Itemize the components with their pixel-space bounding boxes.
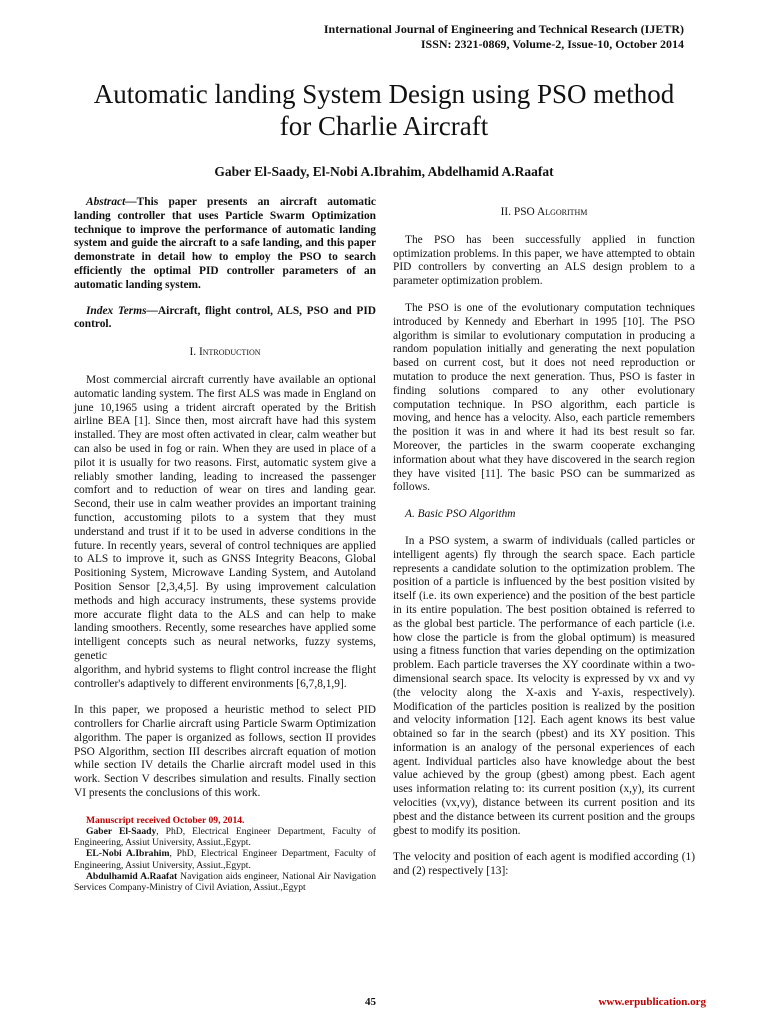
intro-paragraph-2: In this paper, we proposed a heuristic method to select PID controllers for Charlie aircraft using Particle Swarm Optimization algorithm. The paper is organized as follows, section II provides PSO Algorithm, section III describes aircraft equation of motion while section IV details the Charlie aircraft model used in this work. Section V describes simulation and results. Finally section VI presents the conclusions of this work.: [74, 704, 376, 800]
author-note-1-name: Gaber El-Saady: [86, 826, 157, 838]
author-note-2-name: EL-Nobi A.Ibrahim: [86, 848, 170, 860]
author-note-3-name: Abdulhamid A.Raafat: [86, 870, 178, 882]
intro-paragraph-1: Most commercial aircraft currently have available an optional automatic landing system. The first ALS was made in England on june 10,1965 using a trident aircraft operated by the British airline BEA [1]. Since then, most aircraft have had this system installed. They are most often activated in clear, calm weather but can also be used in fog or rain. When they are used in place of a pilot it is usually for two reasons. First, automatic system give a reliably smother landing, leading to increased the passenger comfort and to reduction of wear on tires and landing gear. Second, their use in calm weather provides an important training function, accustoming pilots to a system that they must understand and trust if it to be used in adverse conditions in the future. In recently years, several of control techniques are applied to ALS to improve it, such as GNSS Integrity Beacons, Global Positioning System, Microwave Landing System, and Autoland Position Sensor [2,3,4,5]. By using improvement calculation methods and high accuracy instruments, these systems provide more accurate flight data to the ALS and can help to make landing smoothers. Recently, some researches have applied some intelligent concepts such as neural networks, fuzzy systems, genetic: [74, 373, 376, 662]
section-number: II.: [500, 206, 511, 218]
journal-header: [324, 22, 684, 52]
section-heading-introduction: [74, 346, 376, 360]
author-note-1: [74, 826, 376, 848]
pso-paragraph-3: In a PSO system, a swarm of individuals (called particles or intelligent agents) fly through the search space. Each particle represents a candidate solution to the optimization problem. The position of a particle is influenced by the best position visited by itself (i.e. its own experience) and the position of the best particle in its entire population. The best position obtained is referred to as the global best particle. The performance of each particle (i.e. how close the particle is from the global optimum) is measured using a fitness function that varies depending on the optimization problem. Each particle traverses the XY coordinate within a two-dimensional search space. Its velocity is expressed by vx and vy (the velocity along the X-axis and Y-axis, respectively). Modification of the particles position is realized by the position and velocity information [12]. Each agent knows its best value obtained so far in the search (pbest) and its XY position. This information is an analogy of the personal experiences of each agent. Individual particles also have knowledge about the best value achieved by the group (gbest) among pbest. Each agent uses information relating to: its current position (x,y), its current velocities (vx,vy), distance between its current position and its pbest and the distance between its current position and the groups gbest to modify its position.: [393, 534, 695, 837]
title-line-1: Automatic landing System Design using PSO method: [93, 79, 675, 109]
author-note-2-text: , PhD, Electrical Engineer Department, Faculty of Engineering, Assiut University, Assiut.,Egypt.: [74, 848, 377, 871]
author-note-2: [74, 848, 376, 870]
manuscript-received: Manuscript received October 09, 2014.: [86, 814, 245, 826]
index-terms-label: Index Terms—: [86, 304, 158, 317]
abstract-label: Abstract—: [86, 196, 137, 208]
left-column: [74, 196, 376, 893]
subsection-heading-basic-pso: A. Basic PSO Algorithm: [405, 508, 516, 521]
abstract: [74, 196, 376, 293]
author-list: Gaber El-Saady, El-Nobi A.Ibrahim, Abdelhamid A.Raafat: [214, 164, 554, 179]
author-note-3-text: Navigation aids engineer, National Air Navigation Services Company-Ministry of Civil Aviation, Assiut.,Egypt: [74, 870, 376, 894]
index-terms-text: Aircraft, flight control, ALS, PSO and PID control.: [74, 304, 376, 331]
abstract-text: This paper presents an aircraft automatic landing controller that uses Particle Swarm Optimization technique to improve the performance of automatic landing system and guide the aircraft to a safe landing, and this paper demonstrate in detail how to employ the PSO to search efficiently the optimal PID controller parameters of an automatic landing system.: [74, 196, 376, 291]
paper-title: [40, 78, 728, 142]
pso-paragraph-4: The velocity and position of each agent is modified according (1) and (2) respectively [13]:: [393, 851, 695, 878]
pso-paragraph-2: The PSO is one of the evolutionary computation techniques introduced by Kennedy and Eberhart in 1995 [10]. The PSO algorithm is similar to evolutionary computation in producing a random population initially and generating the next population based on current cost, but it does not need reproduction or mutation to produce the next generation. Thus, PSO is faster in finding solutions compared to any other evolutionary computation technique. In PSO algorithm, each particle is moving, and hence has a velocity. Also, each particle remembers the position it was in and where it had its best result so far. Moreover, the particles in the swarm cooperate exchanging information about what they have discovered in the search region they have visited [11]. The basic PSO can be summarized as follows.: [393, 301, 695, 494]
section-heading-pso: [393, 206, 695, 220]
section-title: Introduction: [198, 346, 261, 359]
journal-name: International Journal of Engineering and Technical Research (IJETR): [323, 22, 684, 36]
index-terms: [74, 305, 376, 333]
page-number: 45: [365, 996, 376, 1008]
right-column: [393, 196, 695, 879]
title-line-2: for Charlie Aircraft: [279, 111, 489, 141]
author-note-1-text: , PhD, Electrical Engineer Department, Faculty of Engineering, Assiut University, Assiut.,Egypt.: [74, 826, 376, 849]
pso-paragraph-1: The PSO has been successfully applied in function optimization problems. In this paper, we have attempted to obtain PID controllers by converting an ALS design problem to a parameter optimization problem.: [393, 233, 695, 288]
journal-issn: ISSN: 2321-0869, Volume-2, Issue-10, October 2014: [420, 37, 684, 51]
footnote: [74, 815, 376, 893]
section-number: I.: [189, 346, 197, 359]
publisher-website[interactable]: www.erpublication.org: [598, 996, 706, 1008]
intro-paragraph-1-continued: algorithm, and hybrid systems to flight control increase the flight controller's adaptively to different environments [6,7,8,1,9].: [74, 663, 376, 690]
author-note-3: [74, 871, 376, 893]
section-title: PSO Algorithm: [513, 206, 588, 218]
